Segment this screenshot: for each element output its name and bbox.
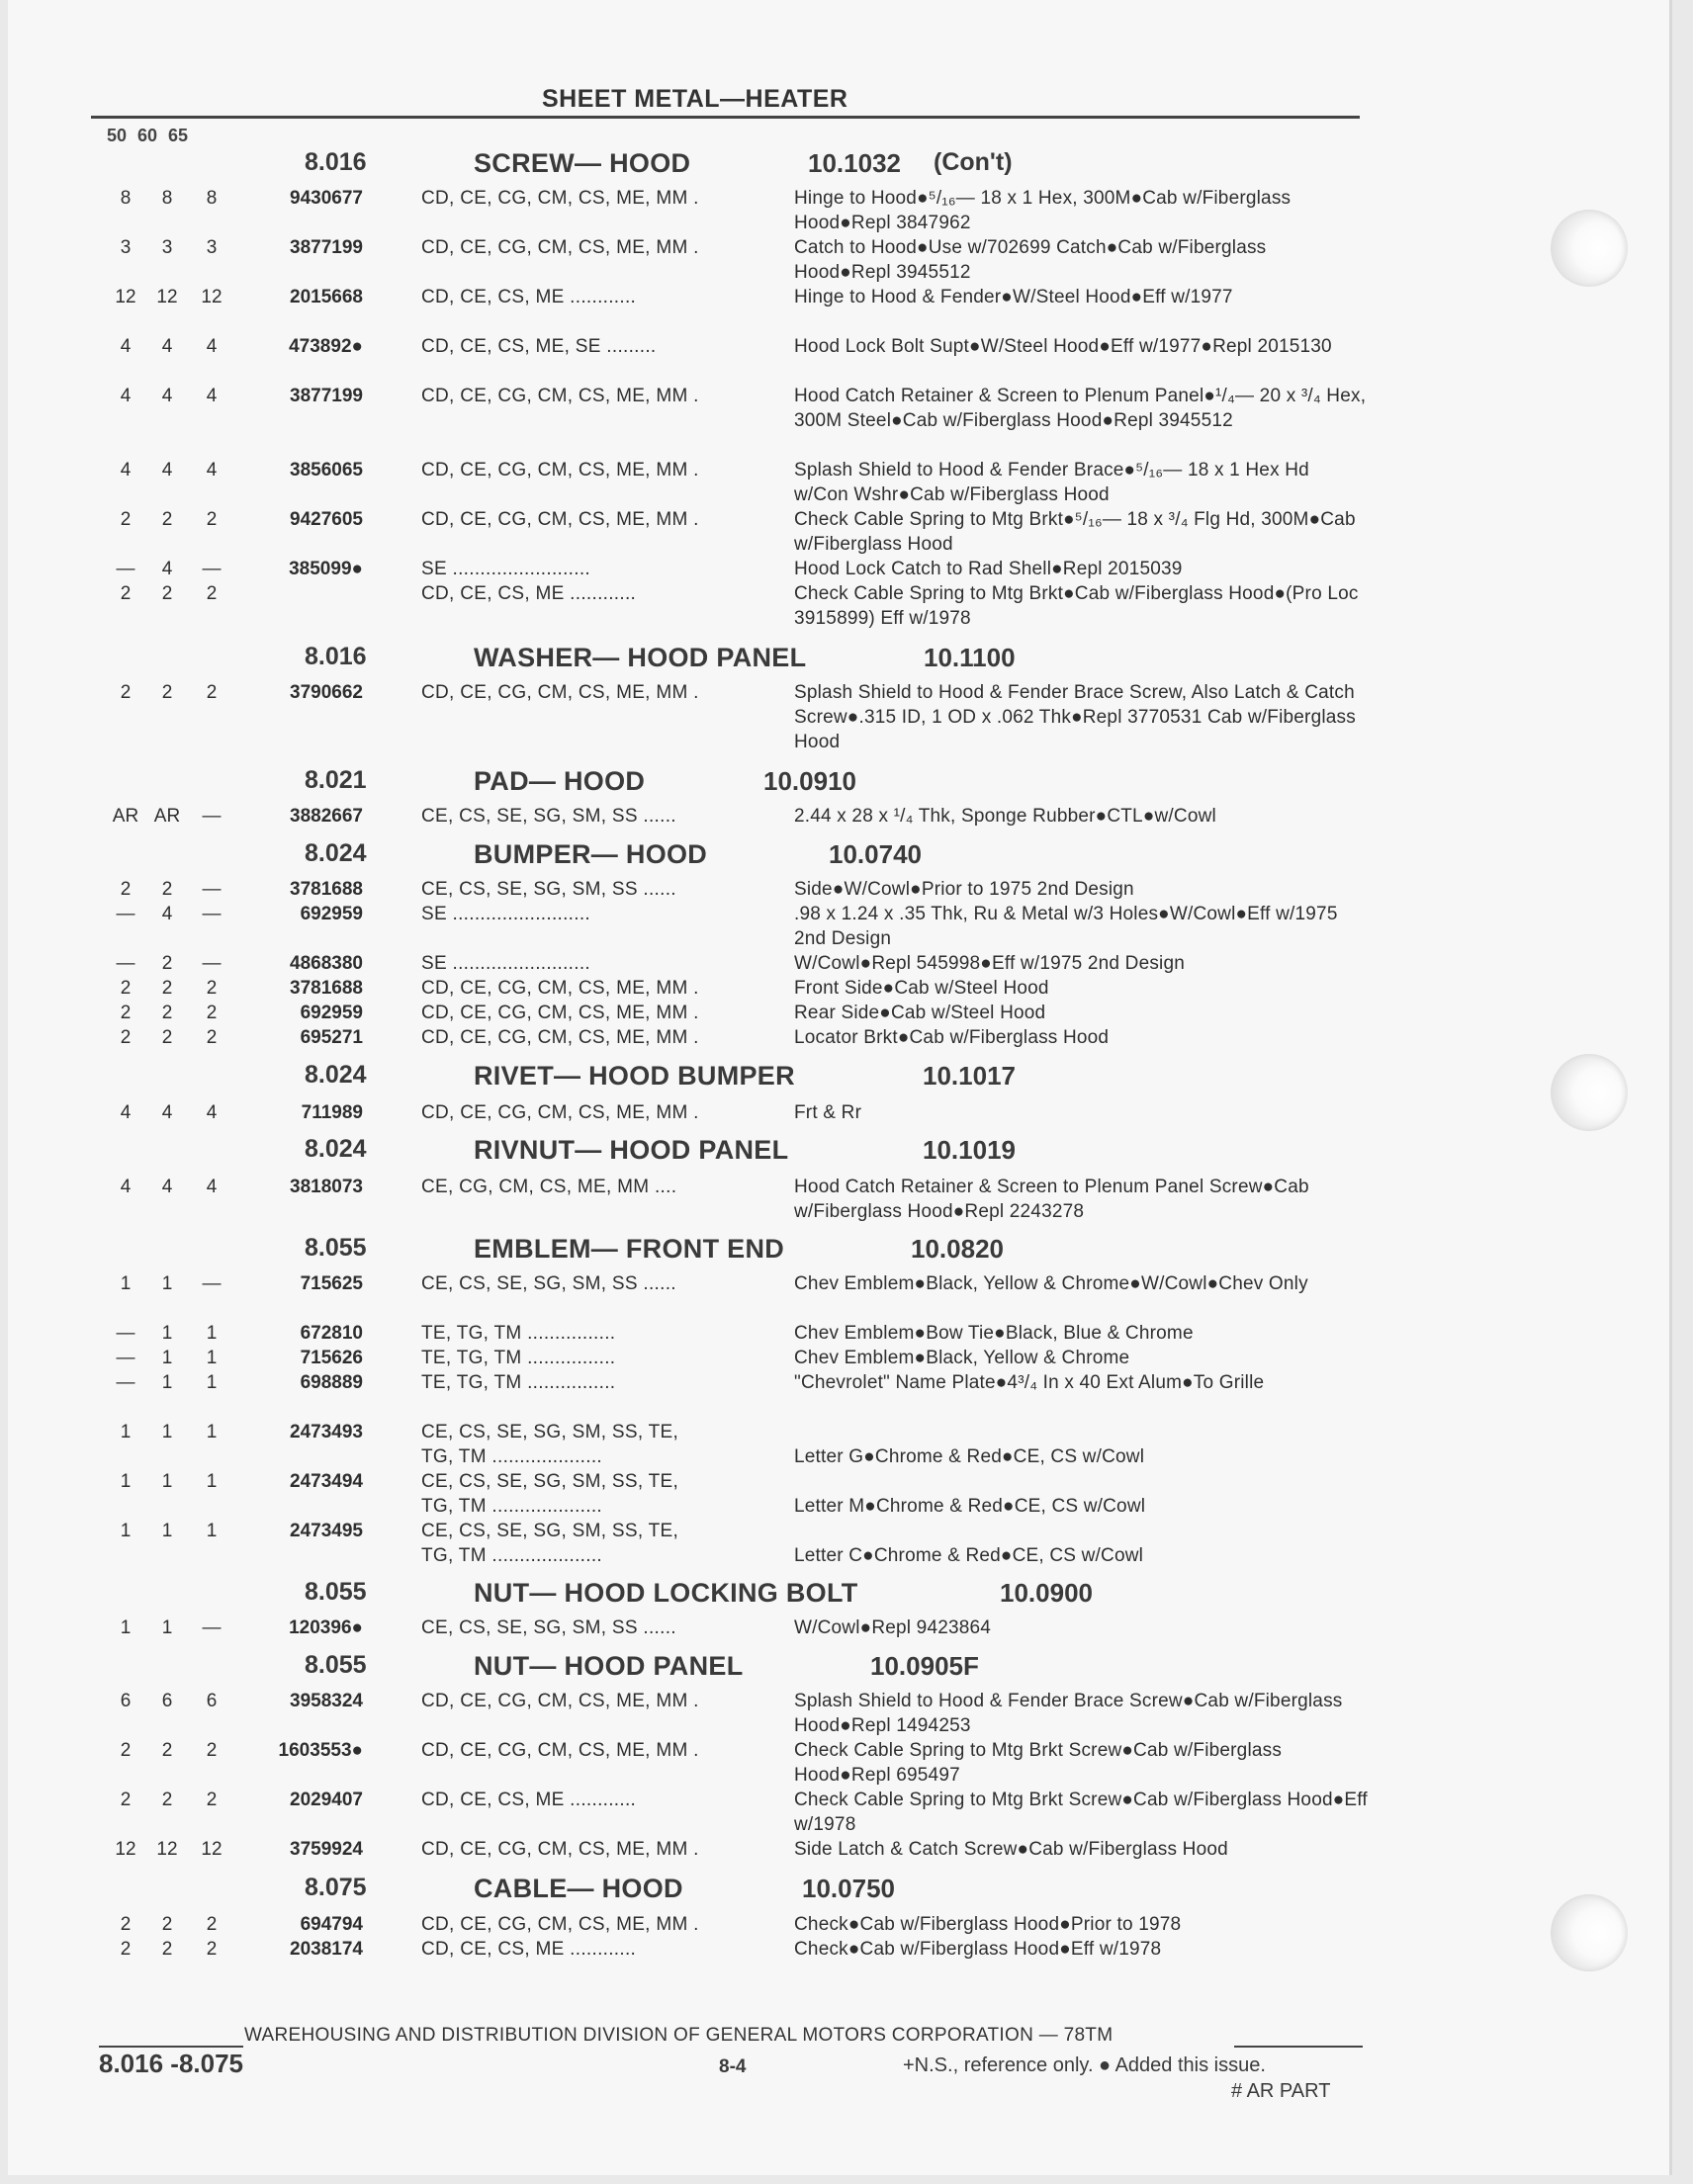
qty-65: — xyxy=(202,806,222,827)
section-name: NUT— HOOD PANEL xyxy=(474,1651,744,1681)
qty-60: 2 xyxy=(161,1914,173,1935)
qty-60: 2 xyxy=(161,682,173,703)
part-description: Check●Cab w/Fiberglass Hood●Eff w/1978 xyxy=(794,1939,1162,1960)
section-heading xyxy=(0,1651,1693,1685)
qty-50: AR xyxy=(112,806,139,827)
part-number: 3882667 xyxy=(290,806,363,827)
part-description: Front Side●Cab w/Steel Hood xyxy=(794,978,1049,999)
part-number: 2473495 xyxy=(290,1521,363,1541)
model-codes: CD, CE, CG, CM, CS, ME, MM . xyxy=(421,460,699,480)
section-code: 10.1017 xyxy=(923,1061,1016,1091)
part-description: Frt & Rr xyxy=(794,1102,862,1123)
footer-rule-right xyxy=(1234,2046,1363,2048)
part-number: 694794 xyxy=(300,1914,363,1935)
part-description: Side Latch & Catch Screw●Cab w/Fiberglass Hood xyxy=(794,1839,1228,1860)
qty-65: 12 xyxy=(201,287,223,307)
page-number: 8-4 xyxy=(719,2056,747,2077)
section-name: BUMPER— HOOD xyxy=(474,839,708,869)
qty-50: 2 xyxy=(120,682,132,703)
model-codes: CE, CS, SE, SG, SM, SS ...... xyxy=(421,879,676,900)
model-codes: CD, CE, CG, CM, CS, ME, MM . xyxy=(421,1691,699,1711)
qty-50: — xyxy=(116,559,135,579)
section-name: CABLE— HOOD xyxy=(474,1874,683,1903)
model-codes: CD, CE, CS, ME ............ xyxy=(421,1790,637,1810)
qty-60: 4 xyxy=(161,1177,173,1197)
qty-50: 2 xyxy=(120,509,132,530)
model-codes: CD, CE, CS, ME ............ xyxy=(421,1939,637,1960)
qty-65: 2 xyxy=(206,978,218,999)
part-number: 672810 xyxy=(300,1323,363,1344)
footer-rule-left xyxy=(99,2046,243,2048)
qty-50: 1 xyxy=(120,1273,132,1294)
part-number: 9427605 xyxy=(290,509,363,530)
qty-65: 2 xyxy=(206,682,218,703)
model-codes: CD, CE, CG, CM, CS, ME, MM . xyxy=(421,188,699,209)
part-number: 698889 xyxy=(300,1372,363,1393)
qty-50: 2 xyxy=(120,978,132,999)
qty-65: 2 xyxy=(206,1790,218,1810)
section-heading xyxy=(0,1578,1693,1612)
footer-legend: +N.S., reference only. ● Added this issue. xyxy=(903,2054,1266,2076)
section-code: 10.1100 xyxy=(924,643,1016,672)
qty-60: 1 xyxy=(161,1422,173,1442)
qty-65: 12 xyxy=(201,1839,223,1860)
qty-65: 1 xyxy=(206,1471,218,1492)
part-description: Hinge to Hood●⁵/₁₆— 18 x 1 Hex, 300M●Cab w/Fiberglass Hood●Repl 3847962 xyxy=(794,188,1292,233)
qty-65: 3 xyxy=(206,237,218,258)
qty-60: 2 xyxy=(161,509,173,530)
qty-65: 2 xyxy=(206,1740,218,1761)
continued-label: (Con't) xyxy=(934,148,1013,176)
qty-60: 2 xyxy=(161,978,173,999)
section-heading xyxy=(0,1874,1693,1907)
qty-65: 8 xyxy=(206,188,218,209)
qty-50: 1 xyxy=(120,1521,132,1541)
qty-50: 4 xyxy=(120,386,132,406)
section-heading xyxy=(0,1061,1693,1094)
group-number: 8.024 xyxy=(305,1135,367,1163)
section-name: PAD— HOOD xyxy=(474,766,646,796)
qty-65: — xyxy=(202,904,222,924)
part-description: Chev Emblem●Black, Yellow & Chrome●W/Cowl●Chev Only xyxy=(794,1273,1308,1294)
qty-60: 2 xyxy=(161,879,173,900)
part-description: Check Cable Spring to Mtg Brkt Screw●Cab w/Fiberglass Hood●Eff w/1978 xyxy=(794,1790,1368,1835)
qty-65: 6 xyxy=(206,1691,218,1711)
qty-50: 2 xyxy=(120,1003,132,1023)
qty-60: 12 xyxy=(156,287,178,307)
model-codes: CD, CE, CG, CM, CS, ME, MM . xyxy=(421,1914,699,1935)
qty-60: 1 xyxy=(161,1323,173,1344)
qty-50: 1 xyxy=(120,1471,132,1492)
qty-65: 1 xyxy=(206,1372,218,1393)
part-number: 2015668 xyxy=(290,287,363,307)
qty-50: 2 xyxy=(120,1027,132,1048)
section-name: RIVET— HOOD BUMPER xyxy=(474,1061,795,1091)
qty-60: 2 xyxy=(161,953,173,974)
qty-60: 4 xyxy=(161,559,173,579)
qty-65: — xyxy=(202,1273,222,1294)
qty-65: — xyxy=(202,879,222,900)
footer-ar-note: # AR PART xyxy=(1231,2080,1331,2102)
footer-group-range: 8.016 -8.075 xyxy=(99,2049,244,2078)
section-code: 10.0900 xyxy=(1000,1578,1093,1608)
qty-65: 4 xyxy=(206,1177,218,1197)
model-codes-cont: TG, TM .................... xyxy=(421,1496,602,1517)
part-number: 3877199 xyxy=(290,237,363,258)
qty-50: — xyxy=(116,1348,135,1368)
part-description: Check Cable Spring to Mtg Brkt Screw●Cab w/Fiberglass Hood●Repl 695497 xyxy=(794,1740,1283,1786)
model-codes: CD, CE, CG, CM, CS, ME, MM . xyxy=(421,1102,699,1123)
qty-50: 12 xyxy=(115,287,136,307)
qty-50: 2 xyxy=(120,1790,132,1810)
qty-50: 3 xyxy=(120,237,132,258)
part-number: 385099● xyxy=(289,559,363,579)
qty-60: 2 xyxy=(161,1740,173,1761)
model-codes: CD, CE, CG, CM, CS, ME, MM . xyxy=(421,978,699,999)
model-codes: CD, CE, CG, CM, CS, ME, MM . xyxy=(421,1740,699,1761)
qty-60: 1 xyxy=(161,1471,173,1492)
qty-65: — xyxy=(202,559,222,579)
part-description: Locator Brkt●Cab w/Fiberglass Hood xyxy=(794,1027,1110,1048)
section-heading xyxy=(0,839,1693,873)
qty-50: 12 xyxy=(115,1839,136,1860)
qty-65: 2 xyxy=(206,1939,218,1960)
part-description: W/Cowl●Repl 9423864 xyxy=(794,1617,992,1638)
qty-65: 4 xyxy=(206,1102,218,1123)
model-codes: CD, CE, CS, ME ............ xyxy=(421,583,637,604)
model-codes: CD, CE, CS, ME ............ xyxy=(421,287,637,307)
qty-60: 4 xyxy=(161,1102,173,1123)
group-number: 8.055 xyxy=(305,1651,367,1679)
group-number: 8.016 xyxy=(305,643,367,670)
part-description: Side●W/Cowl●Prior to 1975 2nd Design xyxy=(794,879,1134,900)
part-number: 3759924 xyxy=(290,1839,363,1860)
part-description: Chev Emblem●Bow Tie●Black, Blue & Chrome xyxy=(794,1323,1194,1344)
section-name: SCREW— HOOD xyxy=(474,148,691,178)
section-code: 10.0740 xyxy=(829,839,922,869)
part-number: 2029407 xyxy=(290,1790,363,1810)
model-codes-cont: TG, TM .................... xyxy=(421,1446,602,1467)
part-number: 3790662 xyxy=(290,682,363,703)
qty-60: 12 xyxy=(156,1839,178,1860)
part-description: 2.44 x 28 x ¹/₄ Thk, Sponge Rubber●CTL●w/Cowl xyxy=(794,806,1216,827)
model-codes-cont: TG, TM .................... xyxy=(421,1545,602,1566)
part-description: Hinge to Hood & Fender●W/Steel Hood●Eff w/1977 xyxy=(794,287,1233,307)
group-number: 8.024 xyxy=(305,1061,367,1089)
model-codes: SE ......................... xyxy=(421,953,590,974)
qty-60: 8 xyxy=(161,188,173,209)
qty-60: 6 xyxy=(161,1691,173,1711)
model-codes: TE, TG, TM ................ xyxy=(421,1323,616,1344)
qty-60: 2 xyxy=(161,1003,173,1023)
group-number: 8.016 xyxy=(305,148,367,176)
part-number: 473892● xyxy=(289,336,363,357)
qty-65: 4 xyxy=(206,386,218,406)
qty-65: 2 xyxy=(206,1914,218,1935)
qty-60: 3 xyxy=(161,237,173,258)
model-codes: CD, CE, CS, ME, SE ......... xyxy=(421,336,657,357)
qty-65: 1 xyxy=(206,1348,218,1368)
qty-60: 2 xyxy=(161,1027,173,1048)
qty-65: — xyxy=(202,953,222,974)
part-description: Splash Shield to Hood & Fender Brace Screw●Cab w/Fiberglass Hood●Repl 1494253 xyxy=(794,1691,1343,1736)
qty-60: 1 xyxy=(161,1372,173,1393)
qty-60: 4 xyxy=(161,904,173,924)
qty-50: — xyxy=(116,953,135,974)
part-description: Check Cable Spring to Mtg Brkt●Cab w/Fiberglass Hood●(Pro Loc 3915899) Eff w/1978 xyxy=(794,583,1359,629)
part-description: Letter G●Chrome & Red●CE, CS w/Cowl xyxy=(794,1446,1145,1467)
part-number: 3781688 xyxy=(290,879,363,900)
section-code: 10.0910 xyxy=(763,766,856,796)
part-number: 4868380 xyxy=(290,953,363,974)
model-codes: CD, CE, CG, CM, CS, ME, MM . xyxy=(421,1027,699,1048)
section-heading xyxy=(0,766,1693,800)
part-number: 2473494 xyxy=(290,1471,363,1492)
part-number: 3781688 xyxy=(290,978,363,999)
model-codes: CD, CE, CG, CM, CS, ME, MM . xyxy=(421,509,699,530)
part-description: Chev Emblem●Black, Yellow & Chrome xyxy=(794,1348,1130,1368)
model-codes: CE, CS, SE, SG, SM, SS, TE, xyxy=(421,1422,679,1442)
qty-50: 2 xyxy=(120,1939,132,1960)
qty-50: 6 xyxy=(120,1691,132,1711)
qty-50: 2 xyxy=(120,879,132,900)
part-description: "Chevrolet" Name Plate●4³/₄ In x 40 Ext Alum●To Grille xyxy=(794,1372,1265,1393)
section-code: 10.1019 xyxy=(923,1135,1016,1165)
group-number: 8.075 xyxy=(305,1874,367,1901)
section-name: NUT— HOOD LOCKING BOLT xyxy=(474,1578,858,1608)
qty-50: 2 xyxy=(120,1914,132,1935)
part-description: Hood Catch Retainer & Screen to Plenum Panel Screw●Cab w/Fiberglass Hood●Repl 2243278 xyxy=(794,1177,1309,1222)
qty-60: 2 xyxy=(161,583,173,604)
qty-60: 1 xyxy=(161,1273,173,1294)
group-number: 8.021 xyxy=(305,766,367,794)
section-heading xyxy=(0,643,1693,676)
section-code: 10.1032 xyxy=(808,148,901,178)
qty-65: 4 xyxy=(206,336,218,357)
part-description: Catch to Hood●Use w/702699 Catch●Cab w/Fiberglass Hood●Repl 3945512 xyxy=(794,237,1267,283)
part-description: Splash Shield to Hood & Fender Brace Screw, Also Latch & Catch Screw●.315 ID, 1 OD x .062 Thk●Repl 3770531 Cab w/Fiberglass Hood xyxy=(794,682,1356,752)
part-number: 692959 xyxy=(300,1003,363,1023)
part-number: 692959 xyxy=(300,904,363,924)
model-codes: CD, CE, CG, CM, CS, ME, MM . xyxy=(421,682,699,703)
model-codes: CD, CE, CG, CM, CS, ME, MM . xyxy=(421,386,699,406)
page-title: SHEET METAL—HEATER xyxy=(542,85,848,113)
qty-60: 4 xyxy=(161,386,173,406)
model-codes: CE, CS, SE, SG, SM, SS, TE, xyxy=(421,1471,679,1492)
part-number: 120396● xyxy=(289,1617,363,1638)
part-description: Hood Lock Catch to Rad Shell●Repl 2015039 xyxy=(794,559,1183,579)
section-code: 10.0820 xyxy=(911,1234,1004,1264)
part-description: Rear Side●Cab w/Steel Hood xyxy=(794,1003,1046,1023)
part-description: .98 x 1.24 x .35 Thk, Ru & Metal w/3 Holes●W/Cowl●Eff w/1975 2nd Design xyxy=(794,904,1338,949)
column-years-header: 50 60 65 xyxy=(107,126,189,145)
qty-60: 4 xyxy=(161,460,173,480)
part-description: W/Cowl●Repl 545998●Eff w/1975 2nd Design xyxy=(794,953,1185,974)
model-codes: CE, CG, CM, CS, ME, MM .... xyxy=(421,1177,677,1197)
model-codes: TE, TG, TM ................ xyxy=(421,1348,616,1368)
part-number: 715625 xyxy=(300,1273,363,1294)
section-code: 10.0905F xyxy=(870,1651,979,1681)
part-number: 9430677 xyxy=(290,188,363,209)
section-name: WASHER— HOOD PANEL xyxy=(474,643,807,672)
qty-65: 1 xyxy=(206,1521,218,1541)
section-heading xyxy=(0,1234,1693,1267)
part-description: Hood Lock Bolt Supt●W/Steel Hood●Eff w/1977●Repl 2015130 xyxy=(794,336,1332,357)
qty-65: 1 xyxy=(206,1323,218,1344)
part-description: Letter C●Chrome & Red●CE, CS w/Cowl xyxy=(794,1545,1144,1566)
qty-65: 1 xyxy=(206,1422,218,1442)
part-description: Splash Shield to Hood & Fender Brace●⁵/₁₆— 18 x 1 Hex Hd w/Con Wshr●Cab w/Fiberglass Hood xyxy=(794,460,1309,505)
qty-60: AR xyxy=(153,806,181,827)
model-codes: CD, CE, CG, CM, CS, ME, MM . xyxy=(421,237,699,258)
group-number: 8.055 xyxy=(305,1578,367,1606)
model-codes: SE ......................... xyxy=(421,559,590,579)
model-codes: CE, CS, SE, SG, SM, SS, TE, xyxy=(421,1521,679,1541)
qty-50: 2 xyxy=(120,1740,132,1761)
qty-50: — xyxy=(116,1372,135,1393)
section-name: RIVNUT— HOOD PANEL xyxy=(474,1135,789,1165)
qty-50: 4 xyxy=(120,1177,132,1197)
section-code: 10.0750 xyxy=(802,1874,895,1903)
part-number: 3958324 xyxy=(290,1691,363,1711)
qty-50: — xyxy=(116,904,135,924)
qty-60: 1 xyxy=(161,1617,173,1638)
part-number: 1603553● xyxy=(278,1740,363,1761)
qty-50: 8 xyxy=(120,188,132,209)
qty-50: 1 xyxy=(120,1617,132,1638)
qty-65: 2 xyxy=(206,1003,218,1023)
part-number: 3856065 xyxy=(290,460,363,480)
model-codes: TE, TG, TM ................ xyxy=(421,1372,616,1393)
qty-65: 2 xyxy=(206,583,218,604)
qty-60: 2 xyxy=(161,1939,173,1960)
group-number: 8.055 xyxy=(305,1234,367,1262)
qty-50: — xyxy=(116,1323,135,1344)
group-number: 8.024 xyxy=(305,839,367,867)
qty-60: 2 xyxy=(161,1790,173,1810)
qty-60: 1 xyxy=(161,1521,173,1541)
model-codes: SE ......................... xyxy=(421,904,590,924)
part-number: 695271 xyxy=(300,1027,363,1048)
part-number: 2038174 xyxy=(290,1939,363,1960)
footer-division-text: WAREHOUSING AND DISTRIBUTION DIVISION OF GENERAL MOTORS CORPORATION — 78TM xyxy=(244,2025,1114,2046)
model-codes: CD, CE, CG, CM, CS, ME, MM . xyxy=(421,1839,699,1860)
section-heading xyxy=(0,148,1693,182)
qty-60: 1 xyxy=(161,1348,173,1368)
model-codes: CD, CE, CG, CM, CS, ME, MM . xyxy=(421,1003,699,1023)
model-codes: CE, CS, SE, SG, SM, SS ...... xyxy=(421,1617,676,1638)
part-number: 2473493 xyxy=(290,1422,363,1442)
qty-60: 4 xyxy=(161,336,173,357)
part-description: Hood Catch Retainer & Screen to Plenum Panel●¹/₄— 20 x ³/₄ Hex, 300M Steel●Cab w/Fiberglass Hood●Repl 3945512 xyxy=(794,386,1367,431)
section-name: EMBLEM— FRONT END xyxy=(474,1234,785,1264)
model-codes: CE, CS, SE, SG, SM, SS ...... xyxy=(421,806,676,827)
qty-50: 1 xyxy=(120,1422,132,1442)
qty-50: 4 xyxy=(120,1102,132,1123)
part-number: 3877199 xyxy=(290,386,363,406)
qty-50: 4 xyxy=(120,460,132,480)
part-number: 3818073 xyxy=(290,1177,363,1197)
part-description: Check Cable Spring to Mtg Brkt●⁵/₁₆— 18 x ³/₄ Flg Hd, 300M●Cab w/Fiberglass Hood xyxy=(794,509,1356,555)
model-codes: CE, CS, SE, SG, SM, SS ...... xyxy=(421,1273,676,1294)
part-number: 711989 xyxy=(301,1102,363,1123)
qty-65: 4 xyxy=(206,460,218,480)
qty-50: 2 xyxy=(120,583,132,604)
section-heading xyxy=(0,1135,1693,1169)
qty-50: 4 xyxy=(120,336,132,357)
qty-65: 2 xyxy=(206,1027,218,1048)
qty-65: — xyxy=(202,1617,222,1638)
part-description: Check●Cab w/Fiberglass Hood●Prior to 1978 xyxy=(794,1914,1182,1935)
part-description: Letter M●Chrome & Red●CE, CS w/Cowl xyxy=(794,1496,1146,1517)
qty-65: 2 xyxy=(206,509,218,530)
part-number: 715626 xyxy=(300,1348,363,1368)
